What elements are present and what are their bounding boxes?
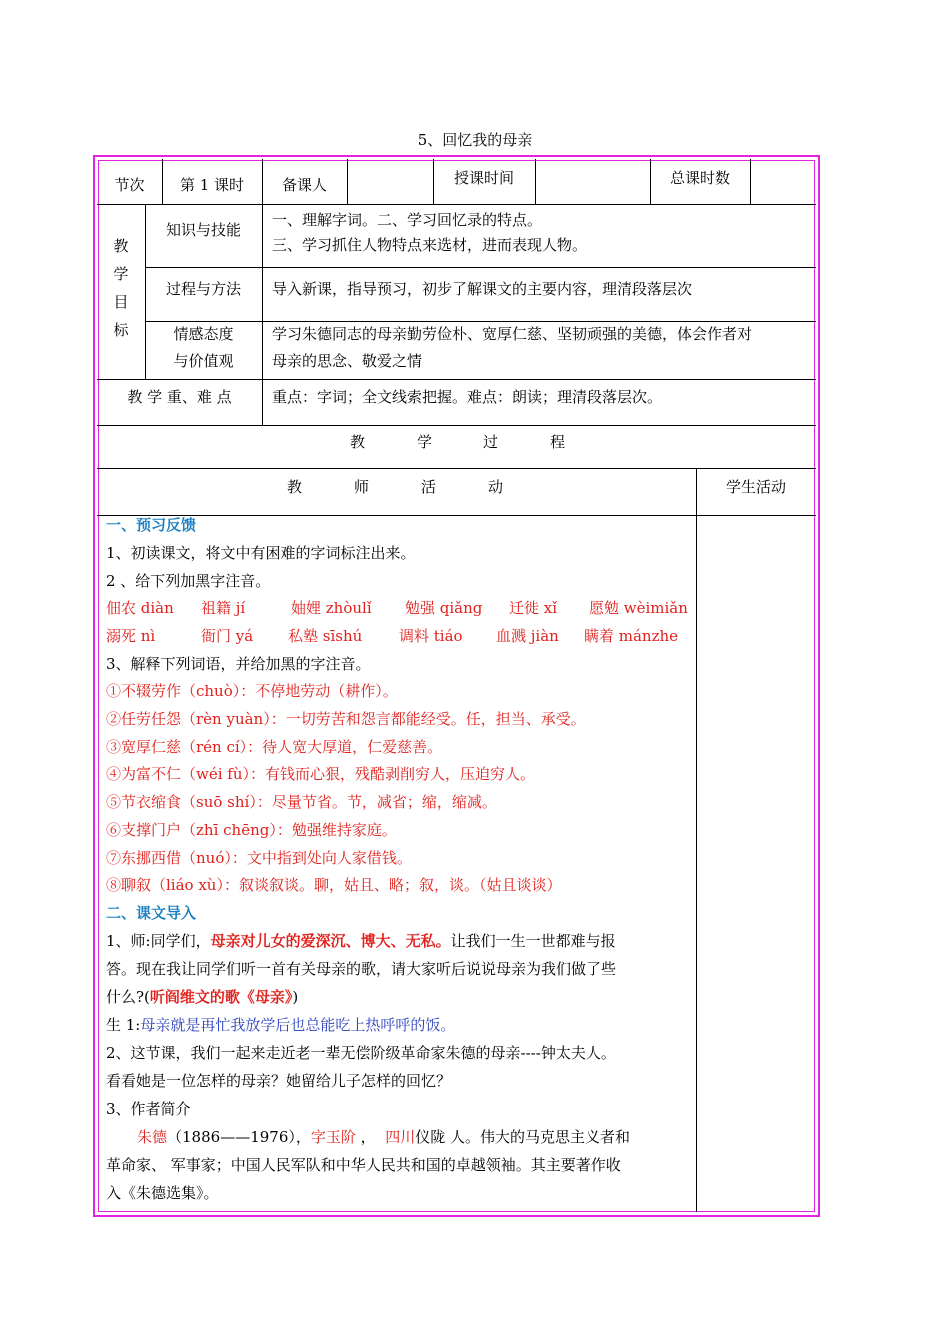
definition-line: ①不辍劳作（chuò）：不停地劳动（耕作）。 — [106, 682, 398, 700]
process-header-char: 学 — [417, 433, 433, 451]
attitude-values-content — [272, 321, 817, 375]
definition-line: ②任劳任怨（rèn yuàn）：一切劳苦和怨言都能经受。任，担当、承受。 — [106, 710, 586, 728]
instruction-line: 1、初读课文，将文中有困难的字词标注出来。 — [106, 544, 416, 562]
label-line: 与价值观 — [173, 352, 234, 370]
label-line: 情感态度 — [173, 325, 234, 343]
bio-line: 入《朱德选集》。 — [106, 1184, 219, 1202]
paragraph-line: 2、这节课，我们一起来走近老一辈无偿阶级革命家朱德的母亲----钟太夫人。 — [106, 1044, 616, 1062]
paragraph-line: 答。现在我让同学们听一首有关母亲的歌，请大家听后说说母亲为我们做了些 — [106, 960, 617, 978]
pinyin-item: 祖籍 jí — [201, 599, 246, 617]
highlight-run: 听阎维文的歌《母亲》 — [149, 988, 293, 1006]
col-divider — [535, 159, 536, 204]
definition-line: ③宽厚仁慈（rén cí）：待人宽大厚道，仁爱慈善。 — [106, 738, 443, 756]
lesson-label: 节次 — [114, 176, 145, 194]
text-run: 什么?( — [106, 988, 150, 1006]
teacher-header-char: 教 — [287, 478, 303, 496]
col-divider — [696, 468, 697, 1212]
paragraph-line — [106, 931, 696, 951]
teacher-header-char: 活 — [421, 478, 437, 496]
text-run: 让我们一生一世都难与报 — [450, 932, 616, 950]
pinyin-item: 勉强 qiǎng — [405, 599, 483, 617]
pinyin-item: 瞒着 mánzhe — [584, 627, 679, 645]
pinyin-item: 私塾 sīshú — [288, 627, 363, 645]
col-divider — [347, 159, 348, 204]
knowledge-skills-label: 知识与技能 — [165, 221, 241, 239]
bio-line: 革命家、 军事家；中国人民军队和中华人民共和国的卓越领袖。其主要著作收 — [106, 1156, 621, 1174]
lesson-period: 第 1 课时 — [179, 176, 245, 194]
highlight-run: 母亲对儿女的爱深沉、博大、无私。 — [210, 932, 451, 950]
definition-line: ⑥支撑门户（zhī chēng）：勉强维持家庭。 — [106, 821, 397, 839]
definition-line: ⑦东挪西借（nuó）：文中指到处向人家借钱。 — [106, 849, 412, 867]
teaching-time-label: 授课时间 — [453, 169, 514, 187]
page-title: 5、回忆我的母亲 — [417, 131, 533, 149]
text-run: 仪陇 人。伟大的马克思主义者和 — [415, 1128, 630, 1146]
content-line: 学习朱德同志的母亲勤劳俭朴、宽厚仁慈、坚韧顽强的美德，体会作者对 — [272, 325, 753, 343]
pinyin-item: 妯娌 zhòulǐ — [291, 599, 372, 617]
paragraph-line: 3、作者简介 — [106, 1100, 191, 1118]
paragraph-line — [106, 987, 696, 1007]
row-divider — [97, 425, 816, 426]
process-header-char: 程 — [550, 433, 566, 451]
pinyin-item: 愿勉 wèimiǎn — [589, 599, 688, 617]
pinyin-item: 佃农 diàn — [106, 599, 174, 617]
row-divider — [97, 468, 816, 469]
content-line: 母亲的思念、敬爱之情 — [272, 352, 423, 370]
goals-label-char: 教 — [113, 237, 129, 255]
goals-label-char: 学 — [113, 265, 129, 283]
author-name: 朱德 — [137, 1128, 168, 1146]
process-header-char: 教 — [350, 433, 366, 451]
student-answer-line — [106, 1015, 696, 1035]
pinyin-item: 血溅 jiàn — [496, 627, 559, 645]
student-answer: 母亲就是再忙我放学后也总能吃上热呼呼的饭。 — [140, 1016, 456, 1034]
pinyin-item: 衙门 yá — [201, 627, 254, 645]
row-divider — [145, 267, 816, 268]
total-periods-label: 总课时数 — [669, 169, 730, 187]
text-run: （1886——1976）， — [167, 1128, 311, 1146]
goals-label — [97, 232, 145, 344]
text-run: ) — [292, 988, 299, 1006]
goals-label-char: 目 — [113, 293, 129, 311]
process-method-content: 导入新课，指导预习，初步了解课文的主要内容，理清段落层次 — [272, 280, 693, 298]
student-activity-header: 学生活动 — [725, 478, 786, 496]
birthplace: 四川 — [385, 1128, 416, 1146]
preparer-label: 备课人 — [281, 176, 327, 194]
knowledge-skills-content — [272, 208, 812, 258]
definition-line: ⑤节衣缩食（suō shí）：尽量节省。节，减省；缩，缩减。 — [106, 793, 497, 811]
definition-line: ⑧聊叙（liáo xù）：叙谈叙谈。聊，姑且、略；叙，谈。（姑且谈谈） — [106, 876, 562, 894]
bio-line — [137, 1127, 696, 1147]
attitude-values-label — [145, 321, 262, 375]
instruction-line: 2 、给下列加黑字注音。 — [106, 572, 271, 590]
row-divider — [97, 379, 816, 380]
instruction-line: 3、解释下列词语，并给加黑的字注音。 — [106, 655, 371, 673]
courtesy-name: 字玉阶 — [310, 1128, 356, 1146]
goals-label-char: 标 — [113, 321, 129, 339]
keypoints-label: 教 学 重、难 点 — [127, 388, 232, 406]
content-line: 一、理解字词。二、学习回忆录的特点。 — [272, 211, 543, 229]
process-header-char: 过 — [483, 433, 499, 451]
row-divider — [97, 204, 816, 205]
student-label: 生 1: — [106, 1016, 141, 1034]
teacher-header-char: 师 — [354, 478, 370, 496]
text-run: 1、师:同学们， — [106, 932, 211, 950]
pinyin-item: 迁徙 xǐ — [509, 599, 558, 617]
col-divider — [750, 159, 751, 204]
process-method-label: 过程与方法 — [165, 280, 241, 298]
section-heading: 二、课文导入 — [106, 904, 197, 922]
text-run: ， — [355, 1128, 386, 1146]
pinyin-item: 溺死 nì — [106, 627, 156, 645]
content-line: 三、学习抓住人物特点来选材，进而表现人物。 — [272, 236, 588, 254]
teacher-header-char: 动 — [488, 478, 504, 496]
keypoints-content: 重点：字词；全文线索把握。难点：朗读；理清段落层次。 — [272, 388, 663, 406]
pinyin-item: 调料 tiáo — [399, 627, 463, 645]
col-divider — [262, 204, 263, 425]
definition-line: ④为富不仁（wéi fù）：有钱而心狠，残酷剥削穷人，压迫穷人。 — [106, 765, 535, 783]
paragraph-line: 看看她是一位怎样的母亲？她留给儿子怎样的回忆？ — [106, 1072, 452, 1090]
section-heading: 一、预习反馈 — [106, 516, 197, 534]
